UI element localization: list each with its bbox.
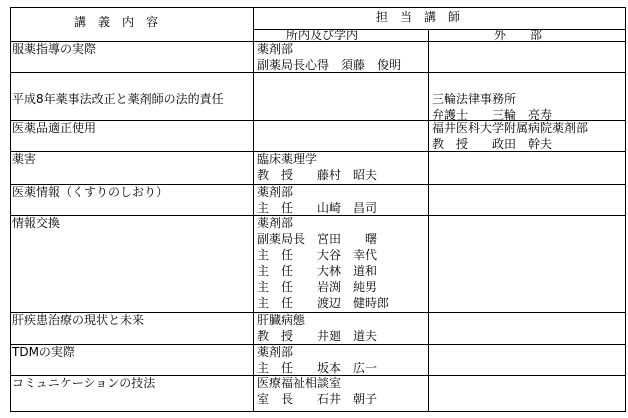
row-internal-line: 副薬局長 宮田 曙 [257, 232, 378, 246]
row-internal-line: 教 授 井廻 道夫 [257, 329, 378, 343]
row-internal-line: 薬剤部 [257, 42, 294, 56]
row-topic: 肝疾患治療の現状と未来 [12, 313, 145, 327]
row-internal-line: 薬剤部 [257, 345, 294, 359]
row-topic: 服薬指導の実際 [12, 42, 97, 56]
row-topic: コミュニケーションの技法 [12, 376, 156, 390]
row-external-line: 教 授 政田 幹夫 [432, 137, 553, 151]
header-content: 講 義 内 容 [74, 15, 159, 29]
row-topic: TDMの実際 [12, 345, 75, 359]
row-topic: 医薬情報（くすりのしおり） [12, 185, 169, 199]
row-internal-line: 主 任 渡辺 健時郎 [257, 296, 390, 310]
header-internal: 所内及び学内 [286, 28, 359, 42]
row-internal-line: 室 長 石井 朝子 [257, 392, 378, 406]
row-internal-line: 主 任 坂本 広一 [257, 361, 378, 375]
row-external-line: 弁護士 三輪 亮寿 [432, 108, 553, 122]
row-topic: 医薬品適正使用 [12, 121, 97, 135]
row-internal-line: 主 任 岩渕 純男 [257, 280, 378, 294]
row-external-line: 三輪法律事務所 [432, 92, 517, 106]
row-external-line: 福井医科大学附属病院薬剤部 [432, 121, 589, 135]
row-internal-line: 薬剤部 [257, 185, 294, 199]
row-internal-line: 主 任 山崎 昌司 [257, 201, 378, 215]
row-internal-line: 肝臓病態 [257, 313, 306, 327]
row-internal-line: 副薬局長心得 須藤 俊明 [257, 58, 402, 72]
row-internal-line: 医療福祉相談室 [257, 376, 342, 390]
lecture-table [10, 7, 626, 412]
header-external: 外 部 [494, 28, 543, 42]
row-internal-line: 主 任 大谷 幸代 [257, 248, 378, 262]
row-internal-line: 教 授 藤村 昭夫 [257, 168, 378, 182]
row-internal-line: 臨床薬理学 [257, 152, 318, 166]
row-internal-line: 薬剤部 [257, 216, 294, 230]
row-topic: 薬害 [12, 152, 37, 166]
header-lecturers: 担 当 講 師 [376, 10, 461, 24]
row-internal-line: 主 任 大林 道和 [257, 264, 378, 278]
row-topic: 情報交換 [12, 216, 61, 230]
row-topic: 平成8年薬事法改正と薬剤師の法的責任 [12, 92, 224, 106]
